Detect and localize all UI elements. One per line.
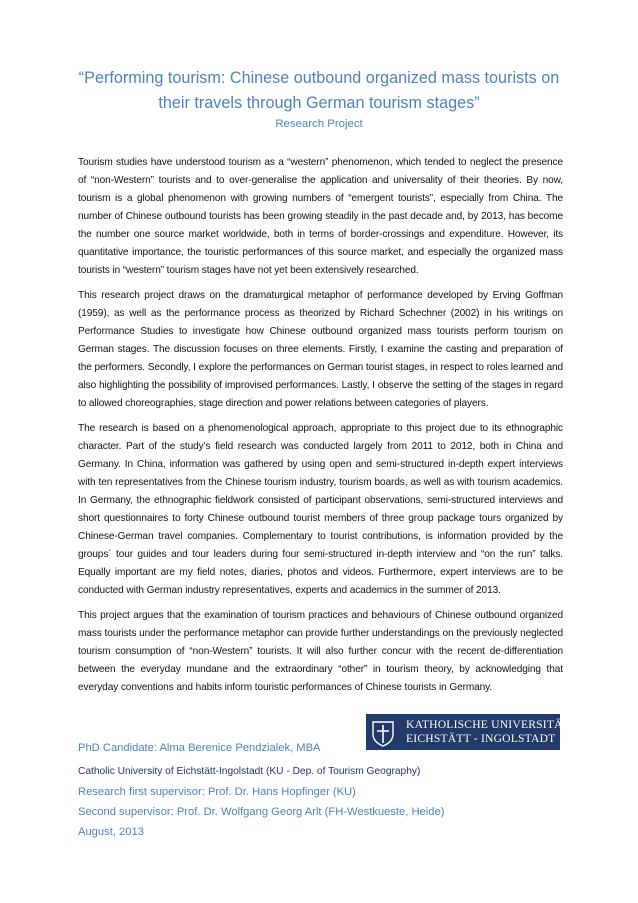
university-seal-icon: [366, 714, 400, 750]
paragraph-4: This project argues that the examination of tourism practices and behaviours of Chinese outbound organized mass tourists under the performance metaphor can provide further understandings on the previously neglected tourism consumption of “non-Western” tourists. It will also further concur with the recent de-differentiation between the everyday mundane and the extraordinary “other” in tourism theory, by acknowledging that everyday conventions and habits inform touristic performances of Chinese tourists in Germany.: [78, 610, 563, 693]
second-supervisor-line: Second supervisor: Prof. Dr. Wolfgang Georg Arlt (FH-Westkueste, Heide): [78, 806, 445, 818]
paragraph-1: Tourism studies have understood tourism as a “western” phenomenon, which tended to neglect the presence of “non-Western” tourists and to over-generalise the application and universality of their theories. By now, tourism is a global phenomenon with growing numbers of “emergent tourists”, especially from China. The number of Chinese outbound tourists has been growing steadily in the past decade and, by 2013, has become the number one source market worldwide, both in terms of border-crossings and expenditure. However, its quantitative importance, the touristic performances of this source market, and especially the organized mass tourists in “western” tourism stages have not yet been extensively researched.: [78, 157, 563, 276]
paragraph-3: The research is based on a phenomenological approach, appropriate to this project due to its ethnographic character. Part of the study’s field research was conducted largely from 2011 to 2012, both in China and Germany. In China, information was gathered by using open and semi-structured in-depth expert interviews with ten representatives from the Chinese tourism industry, tourism boards, as well as with tourism academics. In Germany, the ethnographic fieldwork consisted of participant observations, semi-structured interviews and short questionnaires to forty Chinese outbound tourist members of three group package tours organized by Chinese-German travel companies. Complementary to tourist contributions, is information provided by the groups´ tour guides and tour leaders during four semi-structured in-depth interview and “on the run” talks. Equally important are my field notes, diaries, photos and videos. Furthermore, expert interviews are to be conducted with German industry representatives, experts and academics in the summer of 2013.: [78, 423, 563, 596]
first-supervisor-line: Research first supervisor: Prof. Dr. Hans Hopfinger (KU): [78, 786, 356, 798]
university-line: Catholic University of Eichstätt-Ingolstadt (KU - Dep. of Tourism Geography): [78, 766, 421, 777]
logo-line-1: KATHOLISCHE UNIVERSITÄT: [406, 718, 571, 731]
logo-text: [400, 718, 570, 746]
document-body: [78, 154, 563, 704]
document-subtitle: Research Project: [275, 118, 363, 130]
title-line-2: their travels through German tourism stages”: [158, 94, 480, 112]
paragraph-2: This research project draws on the dramaturgical metaphor of performance developed by Erving Goffman (1959), as well as the performance process as theorized by Richard Schechner (2002) in his writings on Performance Studies to investigate how Chinese outbound organized mass tourists perform tourism on German stages. The discussion focuses on three elements. Firstly, I examine the casting and preparation of the performers. Secondly, I explore the performances on German tourist stages, in respect to roles learned and also highlighting the possibility of improvised performances. Lastly, I observe the setting of the stages in regard to allowed choreographies, stage direction and power relations between categories of players.: [78, 290, 563, 409]
document-title: [70, 66, 568, 116]
candidate-line: PhD Candidate: Alma Berenice Pendzialek, MBA: [78, 742, 321, 754]
title-line-1: “Performing tourism: Chinese outbound organized mass tourists on: [78, 69, 560, 87]
university-logo: [366, 714, 571, 750]
date-line: August, 2013: [78, 826, 144, 838]
logo-line-2: EICHSTÄTT - INGOLSTADT: [406, 732, 556, 745]
